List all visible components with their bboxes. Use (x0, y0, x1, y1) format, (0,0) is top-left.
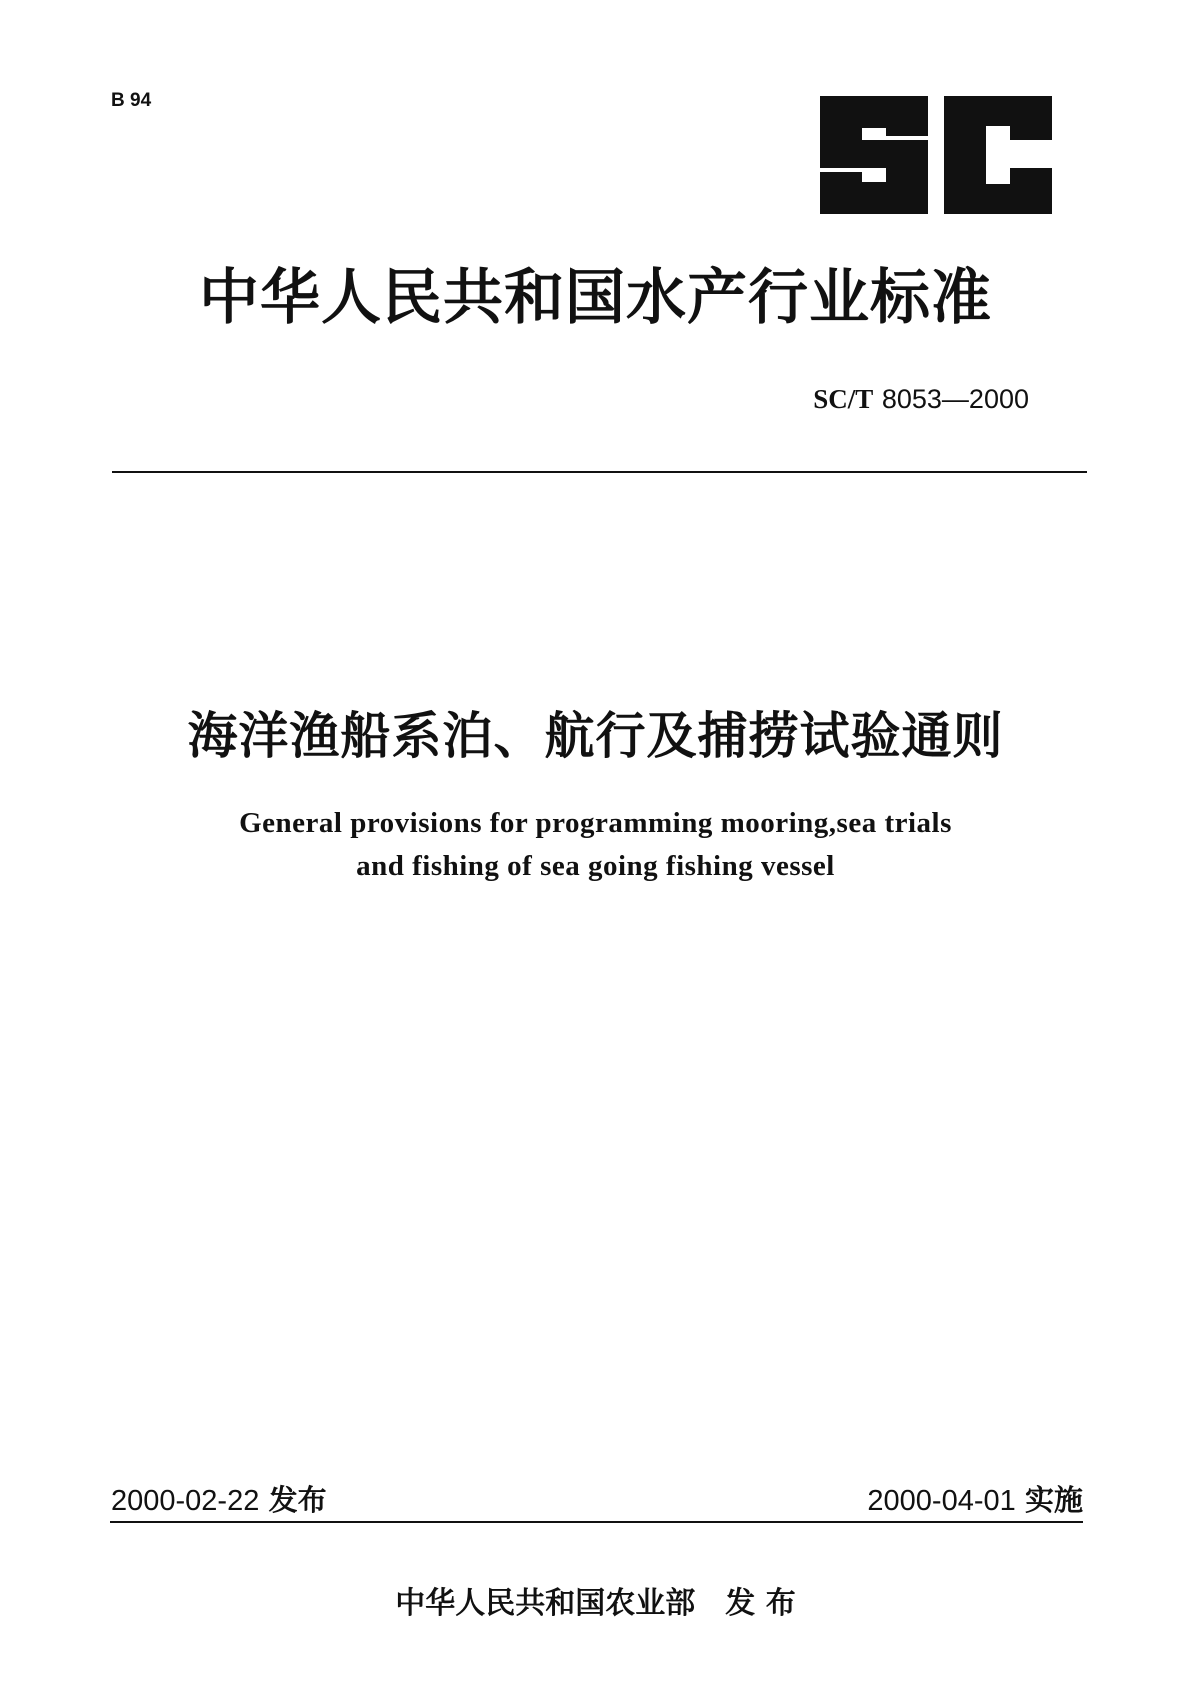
standard-number-prefix: SC/T (813, 384, 874, 414)
standard-category-title: 中华人民共和国水产行业标准 (199, 263, 992, 333)
issue-date-value: 2000-02-22 (111, 1485, 260, 1517)
logo-letter-s (820, 96, 928, 214)
standard-number (813, 384, 1029, 415)
publisher-name: 中华人民共和国农业部 (395, 1586, 696, 1621)
document-title-english-line-2: and fishing of sea going fishing vessel (356, 850, 835, 882)
sc-logo (820, 96, 1052, 214)
classification-code: B 94 (111, 90, 152, 111)
standard-number-value: 8053—2000 (881, 384, 1029, 414)
issue-date (111, 1478, 327, 1519)
document-title-english-line-1: General provisions for programming mooring,sea trials (239, 807, 952, 839)
document-title-chinese: 海洋渔船系泊、航行及捕捞试验通则 (187, 707, 1004, 765)
implementation-date-label: 实施 (1024, 1483, 1083, 1517)
publisher-line (0, 1578, 1191, 1622)
publisher-label: 发 布 (725, 1586, 796, 1621)
issue-date-label: 发布 (268, 1483, 327, 1517)
bottom-divider (110, 1521, 1083, 1523)
implementation-date (867, 1478, 1083, 1519)
implementation-date-value: 2000-04-01 (867, 1485, 1016, 1517)
top-divider (112, 471, 1087, 473)
logo-letter-c (944, 96, 1052, 214)
